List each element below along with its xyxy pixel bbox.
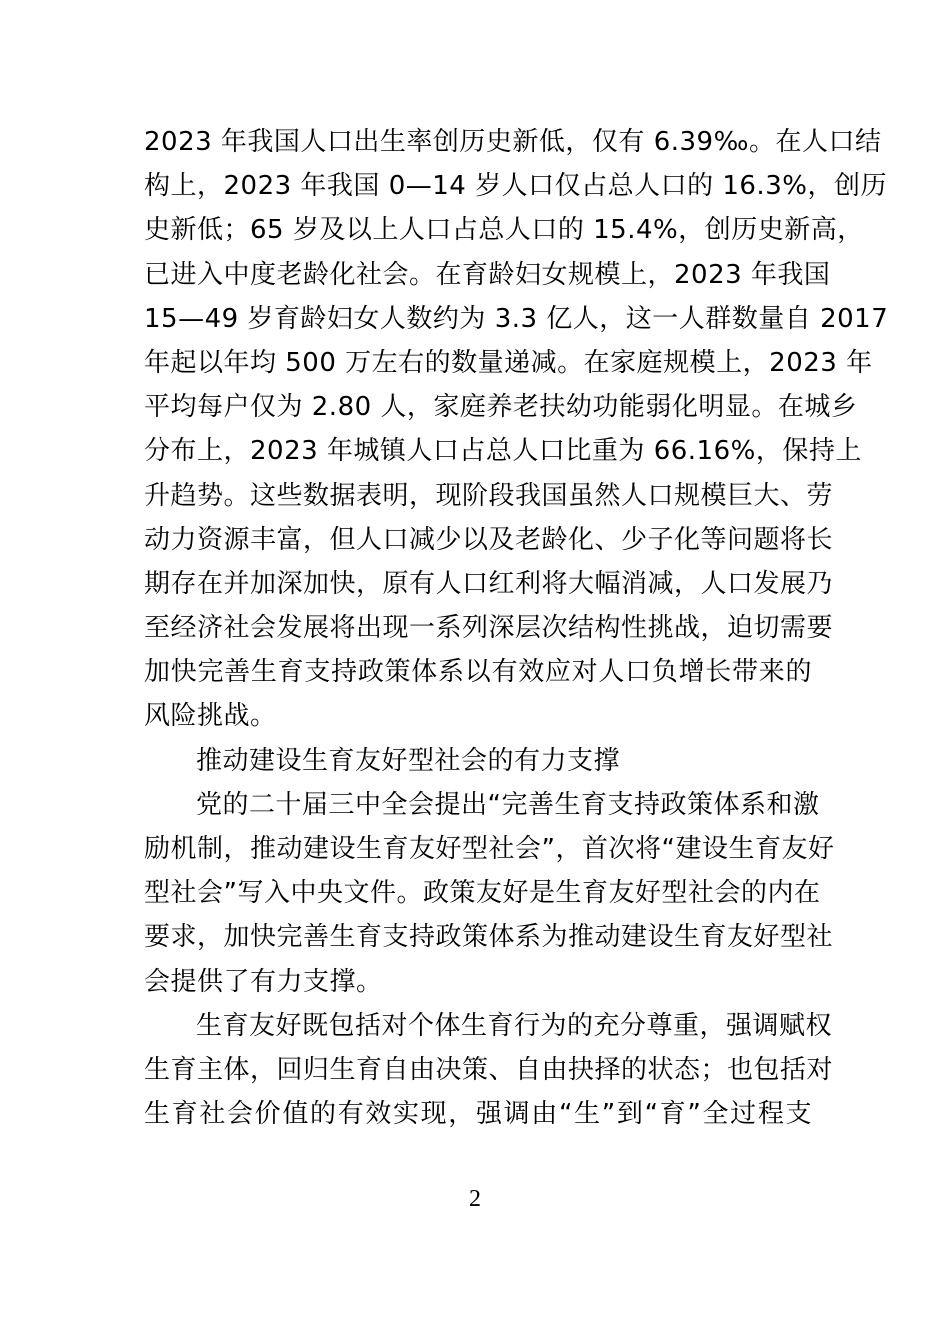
text-line-1: 2023 年我国人口出生率创历史新低，仅有 6.39‰。在人口结 (144, 127, 882, 157)
text-line-9: 升趋势。这些数据表明，现阶段我国虽然人口规模巨大、劳 (144, 480, 834, 511)
text-line-13: 加快完善生育支持政策体系以有效应对人口负增长带来的 (144, 657, 812, 688)
text-line-20: 会提供了有力支撑。 (144, 966, 383, 997)
text-line-5: 15—49 岁育龄妇女人数约为 3.3 亿人，这一人群数量自 2017 (144, 303, 889, 334)
text-line-7: 平均每户仅为 2.80 人，家庭养老扶幼功能弱化明显。在城乡 (144, 392, 858, 423)
page-number: 2 (469, 1186, 481, 1212)
text-line-14: 风险挑战。 (144, 701, 277, 732)
text-line-8: 分布上，2023 年城镇人口占总人口比重为 66.16%，保持上 (144, 436, 862, 467)
text-line-10: 动力资源丰富，但人口减少以及老龄化、少子化等问题将长 (144, 524, 834, 555)
text-line-22: 生育主体，回归生育自由决策、自由抉择的状态；也包括对 (144, 1054, 834, 1085)
text-line-23: 生育社会价值的有效实现，强调由“生”到“育”全过程支 (144, 1099, 812, 1130)
text-line-18: 型社会”写入中央文件。政策友好是生育友好型社会的内在 (144, 878, 821, 909)
text-line-19: 要求，加快完善生育支持政策体系为推动建设生育友好型社 (144, 922, 834, 953)
text-line-12: 至经济社会发展将出现一系列深层次结构性挑战，迫切需要 (144, 613, 834, 644)
text-line-11: 期存在并加深加快，原有人口红利将大幅消减，人口发展乃 (144, 568, 834, 599)
text-line-6: 年起以年均 500 万左右的数量递减。在家庭规模上，2023 年 (144, 347, 873, 378)
section-heading: 推动建设生育友好型社会的有力支撑 (196, 745, 621, 776)
text-line-2: 构上，2023 年我国 0—14 岁人口仅占总人口的 16.3%，创历 (144, 171, 887, 202)
text-line-3: 史新低；65 岁及以上人口占总人口的 15.4%，创历史新高， (144, 215, 864, 246)
text-line-4: 已进入中度老龄化社会。在育龄妇女规模上，2023 年我国 (144, 259, 831, 290)
text-line-21: 生育友好既包括对个体生育行为的充分尊重，强调赋权 (196, 1010, 833, 1041)
text-line-16: 党的二十届三中全会提出“完善生育支持政策体系和激 (196, 789, 820, 820)
text-line-17: 励机制，推动建设生育友好型社会”，首次将“建设生育友好 (144, 834, 835, 864)
body-text (144, 120, 889, 1136)
